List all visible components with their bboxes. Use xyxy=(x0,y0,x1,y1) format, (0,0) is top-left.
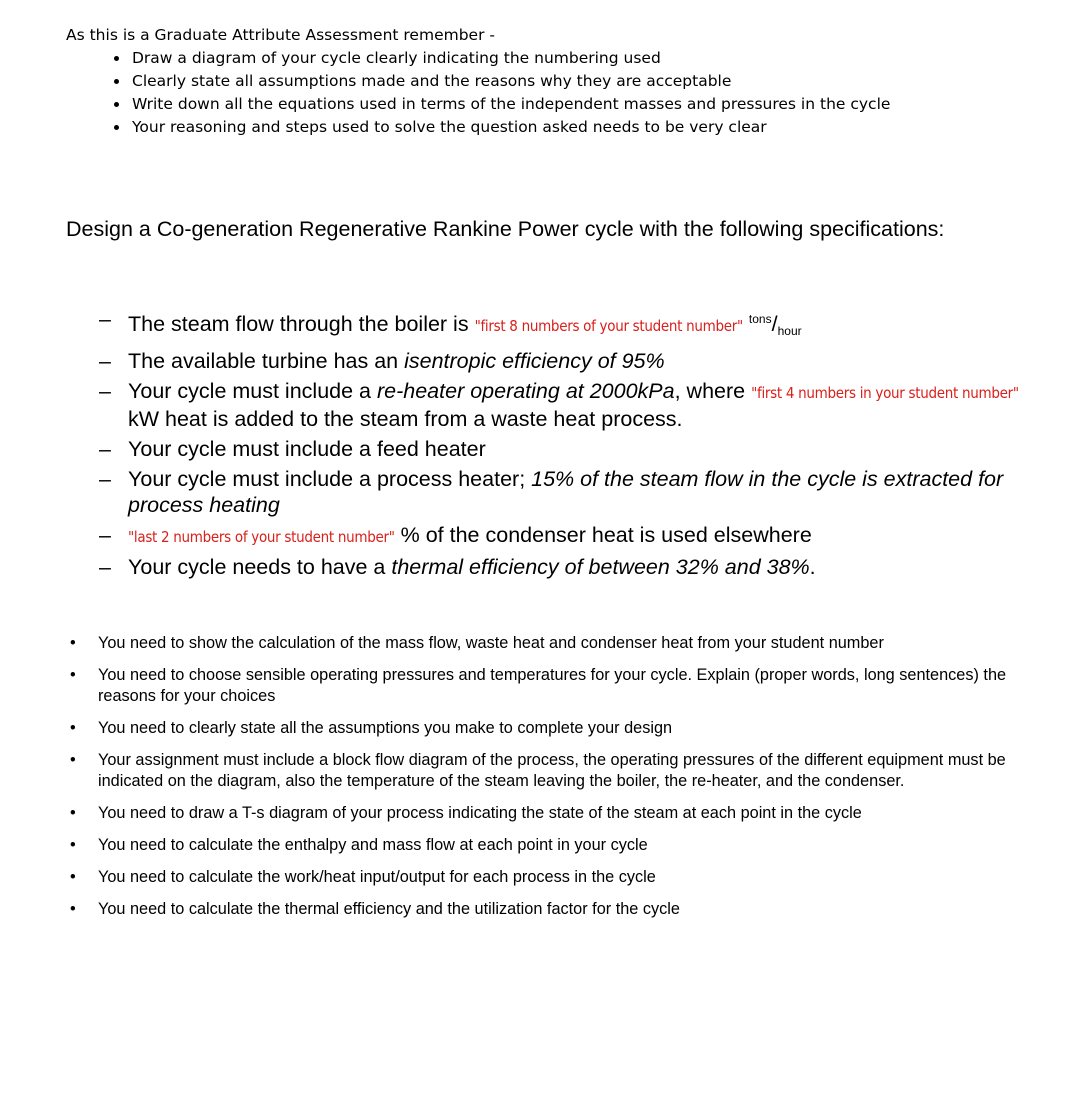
requirement-item: • You need to draw a T-s diagram of your process indicating the state of the steam at each point in the cycle xyxy=(66,803,1016,824)
spec-text: The steam flow through the boiler is xyxy=(128,312,475,336)
requirement-item: • You need to clearly state all the assumptions you make to complete your design xyxy=(66,718,1016,739)
spec-heading: Design a Co-generation Regenerative Rankine Power cycle with the following specifications: xyxy=(66,217,945,241)
spec-item-turbine xyxy=(99,348,1049,374)
intro-bullet: • Write down all the equations used in terms of the independent masses and pressures in the cycle xyxy=(130,93,1056,116)
spec-text: kW heat is added to the steam from a waste heat process. xyxy=(128,407,683,431)
unit-denominator: hour xyxy=(777,324,802,338)
spec-item-efficiency xyxy=(99,554,1049,580)
unit-numerator: tons xyxy=(748,312,772,326)
unit-slash: / xyxy=(771,312,778,336)
spec-text: % of the condenser heat is used elsewhere xyxy=(394,523,812,547)
spec-text: . xyxy=(809,555,816,579)
spec-item-process-heater xyxy=(99,466,1049,518)
spec-text: The available turbine has an xyxy=(128,349,405,373)
spec-list xyxy=(99,306,1049,584)
spec-text: Your cycle must include a process heater; xyxy=(128,467,532,491)
spec-emphasis: 15% of the steam flow in the cycle is extracted for process heating xyxy=(128,467,1004,517)
intro-heading: As this is a Graduate Attribute Assessment remember - xyxy=(66,26,495,44)
spec-text: Your cycle needs to have a xyxy=(128,555,392,579)
intro-bullet-list xyxy=(66,47,1056,139)
spec-text: , where xyxy=(674,379,752,403)
requirement-item: • You need to calculate the enthalpy and mass flow at each point in your cycle xyxy=(66,835,1016,856)
spec-item-steam-flow xyxy=(99,306,1049,344)
requirement-item: • You need to show the calculation of the mass flow, waste heat and condenser heat from your student number xyxy=(66,633,1016,654)
student-number-placeholder: "first 4 numbers in your student number" xyxy=(751,384,1019,402)
student-number-placeholder: "last 2 numbers of your student number" xyxy=(128,528,395,546)
spec-emphasis: isentropic efficiency of 95% xyxy=(404,349,665,373)
spec-item-feed-heater xyxy=(99,436,1049,462)
spec-item-condenser xyxy=(99,522,1049,550)
intro-section xyxy=(66,24,1056,139)
requirements-list xyxy=(66,633,1016,931)
spec-text: Your cycle must include a feed heater xyxy=(128,437,486,461)
intro-bullet: • Draw a diagram of your cycle clearly indicating the numbering used xyxy=(130,47,1056,70)
requirement-item: • You need to choose sensible operating pressures and temperatures for your cycle. Explain (proper words, long sentences) the reasons for your choices xyxy=(66,665,1016,707)
requirement-item: • You need to calculate the work/heat input/output for each process in the cycle xyxy=(66,867,1016,888)
spec-emphasis: thermal efficiency of between 32% and 38% xyxy=(391,555,810,579)
spec-text: Your cycle must include a xyxy=(128,379,377,403)
intro-bullet: • Your reasoning and steps used to solve the question asked needs to be very clear xyxy=(130,116,1056,139)
spec-item-reheater xyxy=(99,378,1049,432)
requirement-item: • You need to calculate the thermal efficiency and the utilization factor for the cycle xyxy=(66,899,1016,920)
spec-emphasis: re-heater operating at 2000kPa xyxy=(376,379,675,403)
intro-bullet: • Clearly state all assumptions made and the reasons why they are acceptable xyxy=(130,70,1056,93)
requirement-item: • Your assignment must include a block flow diagram of the process, the operating pressures of the different equipment must be indicated on the diagram, also the temperature of the steam leaving the boiler, the re-heater, and the condenser. xyxy=(66,750,1016,792)
student-number-placeholder: "first 8 numbers of your student number" xyxy=(474,317,743,335)
